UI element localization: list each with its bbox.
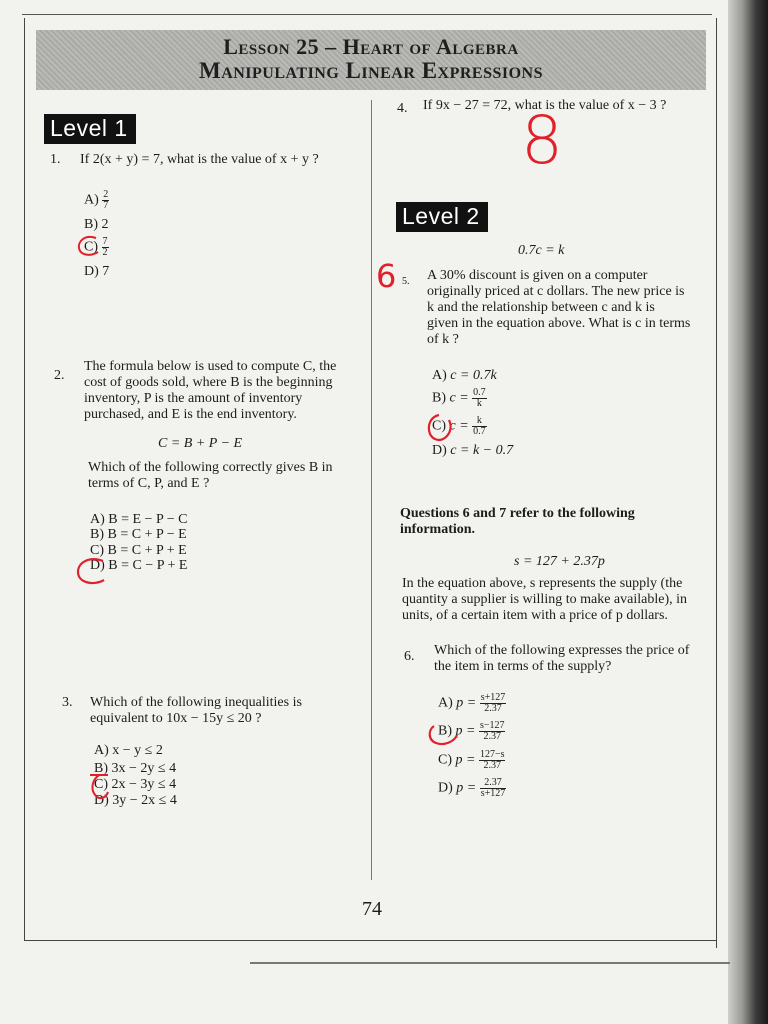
q5-line-2: originally priced at c dollars. The new price is: [427, 284, 685, 299]
q2-option-c: C) B = C + P + E: [90, 543, 187, 558]
info-heading-line-1: Questions 6 and 7 refer to the following: [400, 506, 635, 521]
q1-answer-circle: [76, 234, 102, 258]
q5-option-d-letter: D): [432, 443, 447, 458]
q2-option-b: B) B = C + P − E: [90, 527, 187, 542]
q2-line-4: purchased, and E is the end inventory.: [84, 407, 297, 422]
q1-option-a-fraction: [102, 190, 109, 211]
info-heading-line-2: information.: [400, 522, 476, 537]
q2-line-3: inventory, P is the amount of inventory: [84, 391, 303, 406]
q2-number: 2.: [54, 368, 65, 383]
q5-text: [427, 268, 690, 348]
q4-handwritten-answer-text: 8: [521, 102, 563, 179]
q5-number: 5.: [402, 276, 410, 287]
info-text: [402, 576, 687, 624]
q4-text: If 9x − 27 = 72, what is the value of x − 3 ?: [423, 98, 667, 113]
info-equation: s = 127 + 2.37p: [514, 554, 605, 569]
q5-option-c-lhs: c =: [449, 418, 469, 434]
q6-option-d-num: 2.37: [480, 778, 507, 789]
info-line-1: In the equation above, s represents the supply (the: [402, 576, 683, 591]
q1-option-a-num: 2: [103, 189, 109, 200]
q5-option-b-fraction: [472, 388, 487, 409]
q5-line-4: given in the equation above. What is c in terms: [427, 316, 691, 331]
q6-number: 6.: [404, 649, 415, 664]
q5-option-a: [432, 368, 497, 384]
q6-option-a-letter: A): [438, 695, 453, 711]
q6-option-c-letter: C): [438, 752, 452, 768]
q6-option-a-fraction: [480, 693, 507, 714]
q5-line-3: k and the relationship between c and k is: [427, 300, 655, 315]
q1-option-d-letter: D): [84, 264, 99, 279]
q1-option-c-num: 7: [102, 236, 108, 247]
q5-option-c-den: 0.7: [473, 426, 486, 437]
q6-option-b-letter: B): [438, 723, 452, 739]
q1-option-c-den: 2: [102, 247, 108, 258]
q6-option-a-lhs: p =: [456, 695, 477, 711]
q5-option-b: [432, 388, 487, 409]
book-binding-shadow: [728, 0, 768, 1024]
q2-line-2: cost of goods sold, where B is the beginning: [84, 375, 333, 390]
q6-option-a: [438, 693, 506, 714]
q6-option-a-den: 2.37: [484, 703, 502, 714]
q1-option-a-letter: A): [84, 192, 99, 208]
page-border-right: [716, 18, 717, 948]
q6-option-c-num: 127−s: [479, 749, 505, 760]
q6-option-b-den: 2.37: [483, 731, 501, 742]
q1-number: 1.: [50, 152, 61, 167]
page-border-bottom: [24, 940, 717, 941]
q3-answer-mark: [86, 772, 112, 802]
top-rule: [22, 14, 712, 15]
q1-option-b-value: 2: [101, 217, 109, 232]
q6-option-c-den: 2.37: [483, 760, 501, 771]
q5-option-d-expr: c = k − 0.7: [450, 443, 514, 458]
lesson-subtitle: Manipulating Linear Expressions: [198, 58, 544, 83]
page-number: 74: [362, 898, 382, 920]
q1-option-c-letter: C): [84, 239, 98, 255]
info-heading: [400, 506, 635, 538]
q5-option-a-expr: c = 0.7k: [450, 368, 497, 383]
q5-option-c-num: k: [472, 416, 487, 427]
info-line-3: units, of a certain item with a price of p dollars.: [402, 608, 668, 623]
q6-option-b-fraction: [479, 721, 506, 742]
q5-handwritten-number: [376, 257, 404, 298]
q3-option-a: A) x − y ≤ 2: [94, 743, 163, 758]
q1-text: If 2(x + y) = 7, what is the value of x + y ?: [80, 152, 319, 167]
q5-answer-circle: [425, 412, 457, 444]
q6-line-1: Which of the following expresses the price of: [434, 643, 690, 658]
page-border-left: [24, 18, 25, 940]
q2-line-1: The formula below is used to compute C, the: [84, 359, 337, 374]
q3-line-1: Which of the following inequalities is: [90, 695, 302, 710]
lesson-banner: [36, 30, 706, 90]
level-2-badge: Level 2: [396, 202, 488, 232]
q2-prompt-line-2: terms of C, P, and E ?: [88, 476, 210, 491]
q3-number: 3.: [62, 695, 73, 710]
column-divider: [371, 100, 372, 880]
q3-line-2: equivalent to 10x − 15y ≤ 20 ?: [90, 711, 262, 726]
q3-option-b: B) 3x − 2y ≤ 4: [94, 761, 177, 776]
q6-option-d-letter: D): [438, 780, 453, 796]
q5-option-c-fraction: [472, 416, 487, 437]
q3-option-d: D) 3y − 2x ≤ 4: [94, 793, 177, 808]
q3-text: [90, 695, 302, 727]
q6-option-c-fraction: [479, 750, 506, 771]
lesson-title: Lesson 25 – Heart of Algebra: [223, 34, 519, 59]
q4-number: 4.: [397, 101, 408, 116]
q6-option-a-num: s+127: [480, 692, 506, 703]
q3-option-c: C) 2x − 3y ≤ 4: [94, 777, 177, 792]
q6-option-d-fraction: [480, 778, 507, 799]
q5-option-b-letter: B): [432, 390, 446, 406]
q5-line-1: A 30% discount is given on a computer: [427, 268, 648, 283]
q6-option-d-lhs: p =: [456, 780, 477, 796]
q1-option-c-fraction: [102, 237, 109, 258]
q6-text: [434, 643, 689, 675]
q2-answer-circle: [74, 556, 108, 588]
q6-option-c-lhs: p =: [455, 752, 476, 768]
q5-option-b-num: 0.7: [473, 387, 486, 398]
q1-option-a: [84, 190, 109, 211]
q5-handwritten-number-text: 6: [376, 257, 397, 295]
q5-equation: 0.7c = k: [518, 243, 565, 258]
q1-option-d-value: 7: [102, 264, 110, 279]
q5-option-a-letter: A): [432, 368, 447, 383]
q6-option-d-den: s+127: [480, 788, 506, 799]
q1-option-b-letter: B): [84, 217, 98, 232]
q1-option-d: [84, 264, 109, 280]
q4-handwritten-answer: [519, 102, 567, 180]
q5-line-5: of k ?: [427, 332, 459, 347]
q2-formula: C = B + P − E: [158, 436, 243, 451]
bottom-page-edge: [250, 962, 730, 964]
q2-prompt: [88, 460, 333, 492]
q6-option-b-lhs: p =: [455, 723, 476, 739]
q6-option-d: [438, 778, 506, 799]
q6-line-2: the item in terms of the supply?: [434, 659, 612, 674]
q5-option-b-den: k: [476, 398, 482, 409]
q5-option-c-letter: C): [432, 418, 446, 434]
q1-option-a-den: 7: [103, 200, 109, 211]
q2-text: [84, 359, 336, 423]
q1-option-b: [84, 217, 109, 233]
info-line-2: quantity a supplier is willing to make available), in: [402, 592, 687, 607]
q6-answer-circle: [426, 722, 462, 748]
q6-option-b-num: s−127: [479, 720, 505, 731]
q2-prompt-line-1: Which of the following correctly gives B in: [88, 460, 333, 475]
q5-option-b-lhs: c =: [449, 390, 469, 406]
q5-option-d: [432, 443, 513, 459]
level-1-badge: Level 1: [44, 114, 136, 144]
q2-option-d: D) B = C − P + E: [90, 558, 188, 573]
q2-option-a: A) B = E − P − C: [90, 512, 188, 527]
q6-option-c: [438, 750, 505, 771]
